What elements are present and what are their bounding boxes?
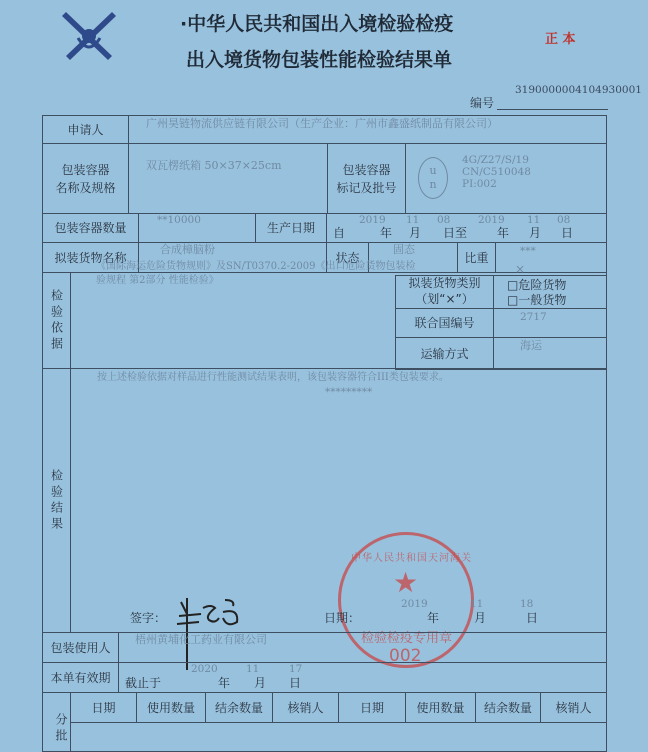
mark-line-3: PI:002: [462, 178, 497, 190]
batch-header-4: 日期: [338, 692, 406, 723]
validity-prefix: 截止于: [125, 676, 162, 690]
basis-text-1: 《国际海运危险货物规则》及SN/T0370.2-2009《出口危险货物包装检: [96, 261, 416, 272]
category-label-1: 拟装货物类别: [408, 276, 481, 291]
option-general[interactable]: □一般货物: [507, 293, 567, 307]
cross-mark: ×: [515, 262, 526, 276]
result-label: 检验结果: [42, 368, 71, 633]
container-value-cell: [128, 143, 328, 214]
transport-cell: [493, 337, 607, 370]
production-date-label: 生产日期: [255, 213, 327, 243]
un-symbol: u n: [418, 157, 448, 199]
category-label: [395, 275, 494, 309]
un-number-label: 联合国编号: [395, 308, 494, 338]
basis-label: 检验依据: [42, 272, 71, 369]
batch-header-5: 使用数量: [405, 692, 476, 723]
result-month-unit: 月: [474, 611, 487, 625]
validity-day-unit: 日: [289, 676, 302, 690]
mark-line-2: CN/C510048: [462, 166, 531, 178]
applicant-value: 广州昊链物流供应链有限公司（生产企业：广州市鑫盛纸制品有限公司）: [146, 117, 498, 130]
to-year-unit: 年: [497, 226, 510, 240]
validity-year-unit: 年: [218, 676, 231, 690]
batch-header-7: 核销人: [540, 692, 607, 723]
basis-text-2: 验规程 第2部分 性能检验》: [96, 275, 219, 286]
un-number-value: 2717: [520, 311, 547, 323]
goods-value: 合成樟脑粉: [160, 243, 215, 256]
result-month: 11: [470, 598, 484, 610]
stamp-subtitle: 检验检疫专用章: [361, 631, 453, 646]
mark-label-1: 包装容器: [342, 162, 391, 177]
batch-header-2: 结余数量: [205, 692, 273, 723]
title-line2: 出入境货物包装性能检验结果单: [186, 49, 453, 71]
quantity-label: 包装容器数量: [42, 213, 139, 243]
result-text: 按上述检验依据对样品进行性能测试结果表明，该包装容器符合III类包装要求。: [97, 372, 449, 383]
batch-header-3: 核销人: [272, 692, 339, 723]
container-label-2: 名称及规格: [55, 180, 116, 195]
quantity-value: **10000: [157, 214, 201, 226]
from-month-unit: 月: [409, 226, 422, 240]
density-label: 比重: [457, 242, 496, 273]
result-year: 2019: [401, 598, 428, 610]
un-number-cell: [493, 308, 607, 338]
validity-month-unit: 月: [254, 676, 267, 690]
validity-day: 17: [289, 663, 303, 675]
batch-row: [70, 722, 607, 752]
result-day-unit: 日: [526, 611, 539, 625]
result-stars: *********: [325, 386, 373, 398]
result-date-label: 日期：: [324, 611, 361, 625]
from-day: 08: [437, 214, 451, 226]
result-year-unit: 年: [427, 611, 440, 625]
goods-label: 拟装货物名称: [42, 242, 139, 273]
batch-header-1: 使用数量: [136, 692, 206, 723]
transport-value: 海运: [520, 339, 542, 352]
container-label-1: 包装容器: [61, 162, 110, 177]
category-label-2: （划“×”）: [415, 292, 474, 306]
mark-label: [327, 143, 406, 214]
stamp-star: ★: [393, 566, 419, 599]
validity-month: 11: [246, 663, 260, 675]
transport-label: 运输方式: [395, 337, 494, 370]
number-label: 编号: [470, 96, 495, 110]
to-label: 日至: [443, 226, 468, 240]
to-year: 2019: [478, 214, 505, 226]
number-line: [497, 109, 608, 110]
from-month: 11: [406, 214, 420, 226]
from-year: 2019: [359, 214, 386, 226]
from-year-unit: 年: [380, 226, 393, 240]
mark-line-1: 4G/Z27/S/19: [462, 154, 529, 166]
user-label: 包装使用人: [42, 632, 119, 663]
customs-logo: [58, 8, 120, 68]
state-label: 状态: [326, 242, 369, 273]
container-label: [42, 143, 129, 214]
validity-label: 本单有效期: [42, 662, 119, 693]
from-label: 自: [333, 226, 346, 240]
validity-year: 2020: [191, 663, 218, 675]
applicant-label: 申请人: [42, 115, 129, 144]
container-value: 双瓦楞纸箱 50×37×25cm: [146, 159, 282, 172]
to-month: 11: [527, 214, 541, 226]
to-day: 08: [557, 214, 571, 226]
copy-mark: 正 本: [545, 32, 576, 47]
stamp-title: 中华人民共和国天河海关: [351, 553, 472, 564]
batch-header-0: 日期: [70, 692, 137, 723]
stamp-number: 002: [389, 646, 422, 666]
density-value: ***: [520, 245, 536, 257]
to-day-unit: 日: [561, 226, 574, 240]
to-month-unit: 月: [529, 226, 542, 240]
mark-label-2: 标记及批号: [336, 180, 397, 195]
title-line1: ·中华人民共和国出入境检验检疫: [180, 13, 454, 35]
batch-label: 分批: [42, 692, 71, 752]
state-value: 固态: [393, 243, 415, 256]
option-dangerous[interactable]: □危险货物: [507, 278, 567, 292]
density-cell: [495, 242, 607, 276]
serial-number: 3190000004104930001: [515, 84, 642, 96]
user-value: 梧州黄埔化工药业有限公司: [135, 633, 267, 646]
sign-label: 签字：: [130, 611, 167, 625]
result-day: 18: [520, 598, 534, 610]
batch-header-6: 结余数量: [475, 692, 541, 723]
